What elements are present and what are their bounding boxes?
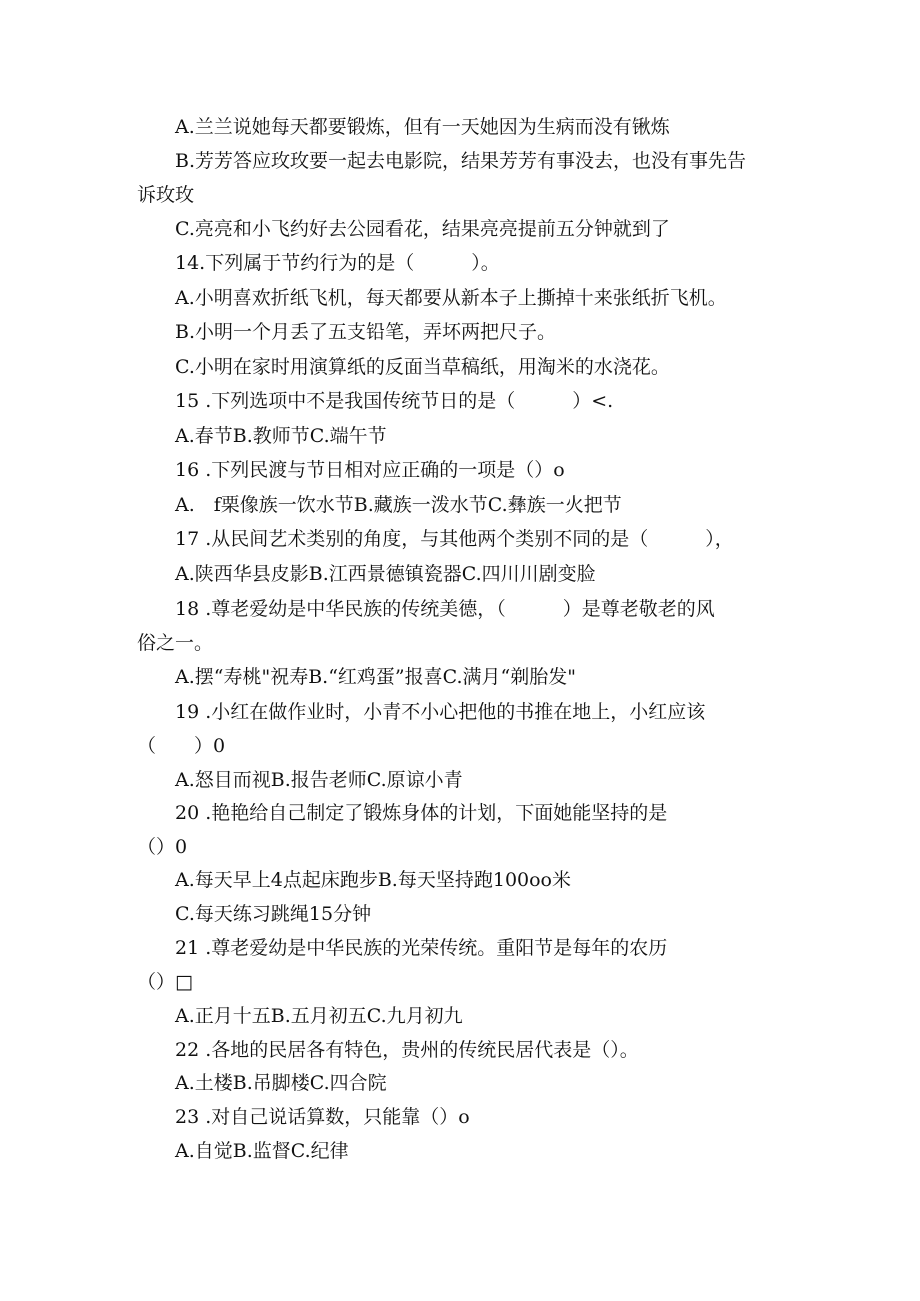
- option-13c: C.亮亮和小飞约好去公园看花，结果亮亮提前五分钟就到了: [175, 218, 670, 240]
- question-21: 21 .尊老爱幼是中华民族的光荣传统。重阳节是每年的农历: [175, 937, 668, 959]
- options-21: A.正月十五B.五月初五C.九月初九: [175, 1005, 463, 1027]
- question-23: 23 .对自己说话算数，只能靠（）o: [175, 1106, 470, 1128]
- question-17: 17 .从民间艺术类别的角度，与其他两个类别不同的是（ ），: [175, 528, 734, 550]
- options-18: A.摆“寿桃"祝寿B.“红鸡蛋”报喜C.满月“剃胎发": [175, 666, 576, 688]
- options-16: A. f栗像族一饮水节B.藏族一泼水节C.彝族一火把节: [175, 494, 622, 516]
- question-16: 16 .下列民渡与节日相对应正确的一项是（）o: [175, 459, 565, 481]
- option-20c: C.每天练习跳绳15分钟: [175, 903, 372, 925]
- question-15: 15 .下列选项中不是我国传统节日的是（ ）<.: [175, 390, 614, 412]
- option-14a: A.小明喜欢折纸飞机，每天都要从新本子上撕掉十来张纸折飞机。: [175, 287, 727, 309]
- question-20-continued: （）0: [137, 836, 188, 858]
- question-14: 14.下列属于节约行为的是（ ）。: [175, 252, 500, 274]
- option-20a-20b: A.每天早上4点起床跑步B.每天坚持跑100oo米: [175, 869, 571, 891]
- option-13a: A.兰兰说她每天都要锻炼，但有一天她因为生病而没有锹炼: [175, 116, 670, 138]
- options-22: A.土楼B.吊脚楼C.四合院: [175, 1072, 387, 1094]
- question-18-continued: 俗之一。: [137, 632, 214, 654]
- option-13b: B.芳芳答应玫玫要一起去电影院，结果芳芳有事没去，也没有事先告: [175, 150, 747, 172]
- options-17: A.陕西华县皮影B.江西景德镇瓷器C.四川川剧变脸: [175, 563, 596, 585]
- question-19-continued: （ ）0: [137, 735, 226, 757]
- options-19: A.怒目而视B.报告老师C.原谅小青: [175, 769, 463, 791]
- options-23: A.自觉B.监督C.纪律: [175, 1140, 349, 1162]
- option-14b: B.小明一个月丢了五支铅笔，弄坏两把尺子。: [175, 321, 557, 343]
- question-20: 20 .艳艳给自己制定了锻炼身体的计划，下面她能坚持的是: [175, 802, 668, 824]
- options-15: A.春节B.教师节C.端午节: [175, 425, 387, 447]
- option-14c: C.小明在家时用演算纸的反面当草稿纸，用淘米的水浇花。: [175, 356, 670, 378]
- question-22: 22 .各地的民居各有特色，贵州的传统民居代表是（）。: [175, 1039, 639, 1061]
- question-21-continued: （）□: [137, 971, 193, 993]
- question-18: 18 .尊老爱幼是中华民族的传统美德，（ ）是尊老敬老的风: [175, 598, 715, 620]
- option-13b-continued: 诉玫玫: [137, 184, 195, 206]
- question-19: 19 .小红在做作业时，小青不小心把他的书推在地上，小红应该: [175, 701, 706, 723]
